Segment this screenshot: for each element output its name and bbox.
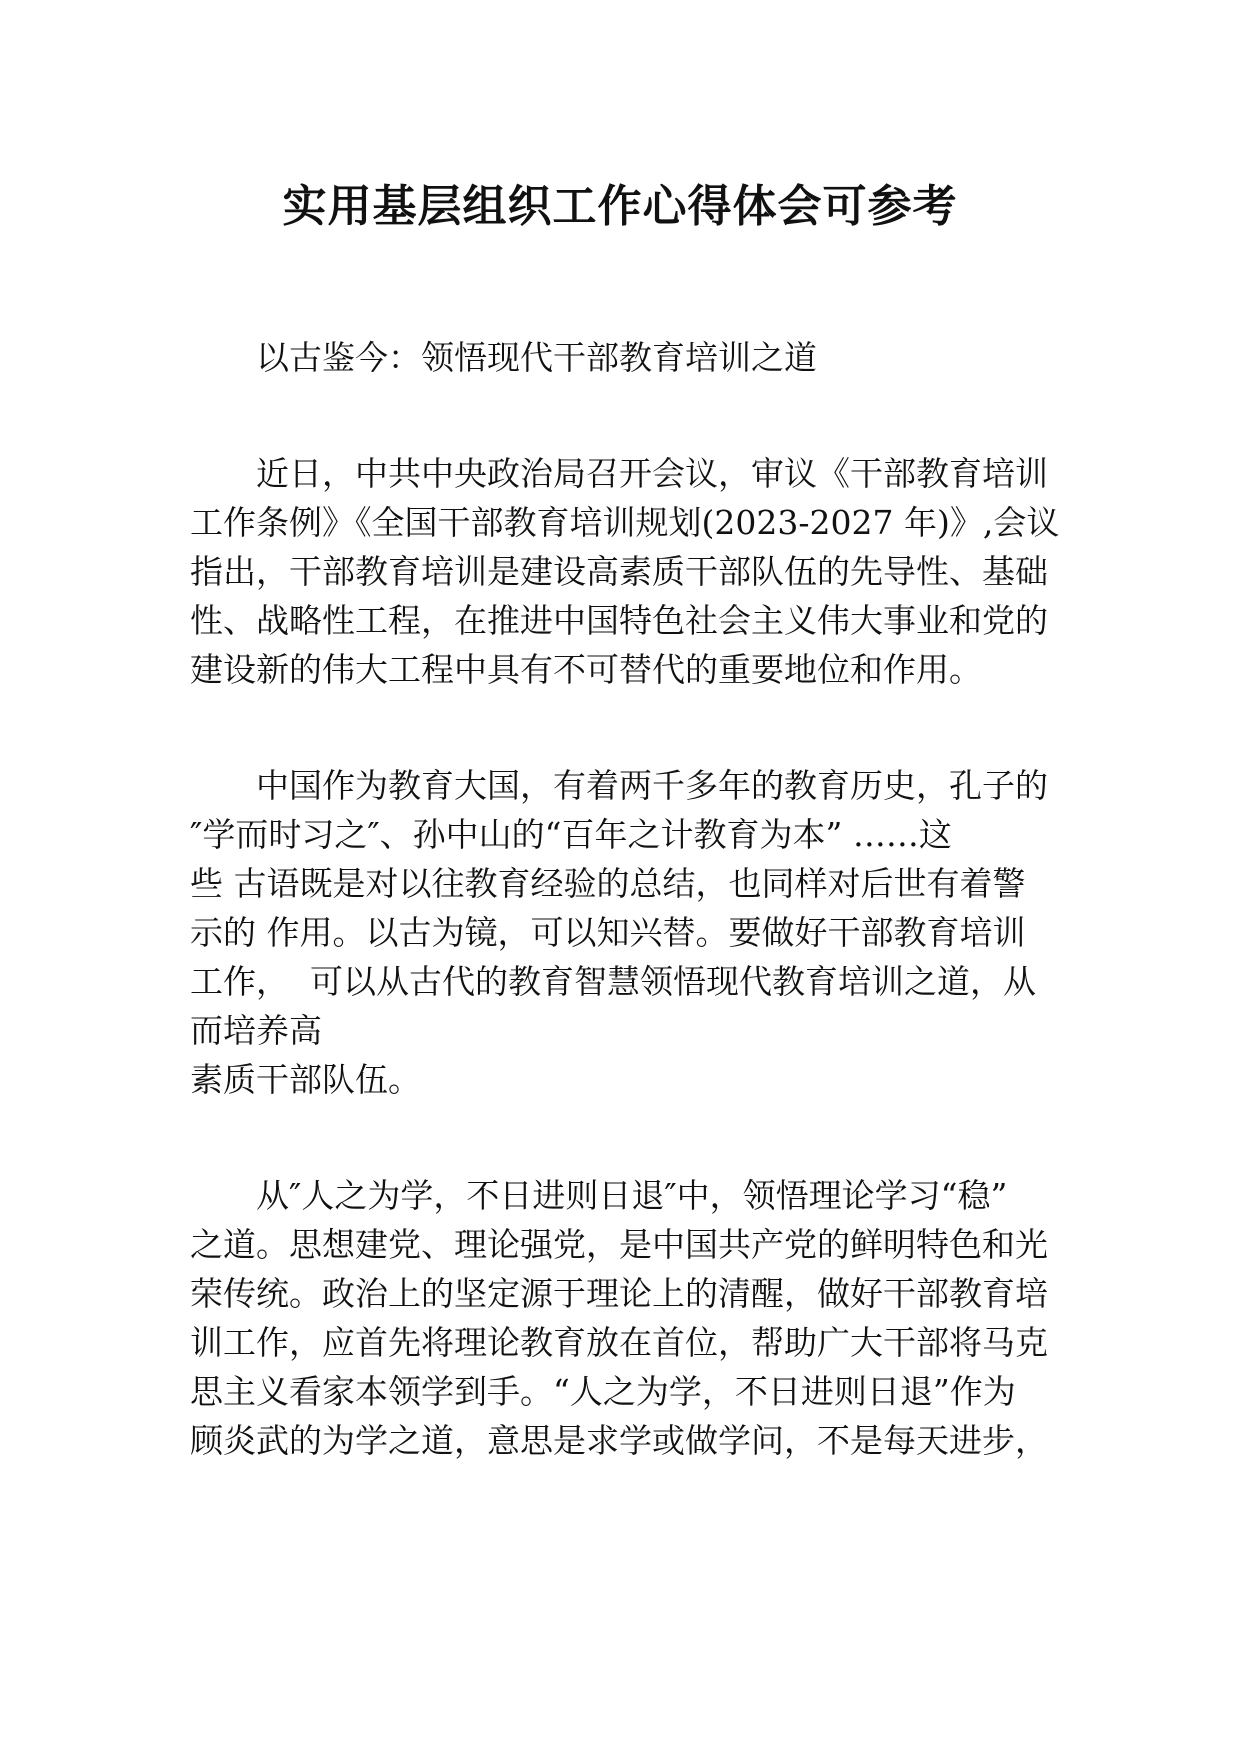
paragraph-line: 工作， 可以从古代的教育智慧领悟现代教育培训之道，从 <box>190 962 1036 1001</box>
paragraph-line: 些 古语既是对以往教育经验的总结，也同样对后世有着警 <box>190 864 1026 903</box>
paragraph-line: 中国作为教育大国，有着两千多年的教育历史，孔子的 <box>256 766 1048 805</box>
paragraph-line: 近日，中共中央政治局召开会议，审议《干部教育培训 <box>256 454 1048 493</box>
paragraph-line: 素质干部队伍。 <box>190 1060 421 1099</box>
paragraph-line: 工作条例》《全国干部教育培训规划(2023-2027 年)》,会议 <box>190 503 1060 542</box>
paragraph-line: 顾炎武的为学之道，意思是求学或做学问，不是每天进步， <box>190 1421 1048 1460</box>
paragraph-line: 训工作，应首先将理论教育放在首位，帮助广大干部将马克 <box>190 1323 1048 1362</box>
paragraph-line: ″学而时习之″、孙中山的“百年之计教育为本” ……这 <box>190 815 952 854</box>
paragraph-line: 示的 作用。以古为镜，可以知兴替。要做好干部教育培训 <box>190 913 1026 952</box>
paragraph-line: 而培养高 <box>190 1011 322 1050</box>
paragraph-line: 从″人之为学，不日进则日退″中，领悟理论学习“稳” <box>256 1176 1008 1215</box>
paragraph-line: 荣传统。政治上的坚定源于理论上的清醒，做好干部教育培 <box>190 1274 1048 1313</box>
paragraph-line: 指出，干部教育培训是建设高素质干部队伍的先导性、基础 <box>190 552 1048 591</box>
paragraph-line: 建设新的伟大工程中具有不可替代的重要地位和作用。 <box>190 650 982 689</box>
document-subtitle: 以古鉴今：领悟现代干部教育培训之道 <box>256 338 817 377</box>
paragraph-line: 思主义看家本领学到手。“人之为学，不日进则日退”作为 <box>190 1372 1016 1411</box>
page-title: 实用基层组织工作心得体会可参考 <box>282 181 958 233</box>
paragraph-line: 之道。思想建党、理论强党，是中国共产党的鲜明特色和光 <box>190 1225 1048 1264</box>
paragraph-line: 性、战略性工程，在推进中国特色社会主义伟大事业和党的 <box>190 601 1048 640</box>
